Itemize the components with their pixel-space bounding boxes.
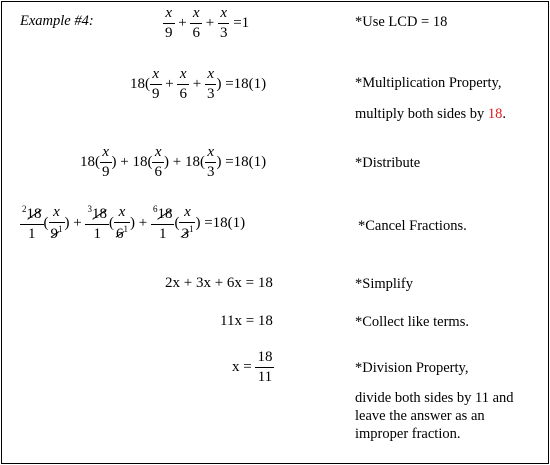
equation-collect: 11x = 18	[220, 313, 273, 329]
reduced-factor: 3	[87, 204, 92, 214]
denominator: 1	[93, 226, 101, 242]
multiplier: 18	[80, 153, 95, 170]
fraction-x-over-6	[190, 6, 202, 41]
cancelled-number: 18	[157, 206, 173, 222]
numerator: x	[177, 67, 189, 85]
paren: (	[147, 153, 153, 170]
denominator: 9	[152, 86, 160, 102]
equation-multiply	[130, 67, 266, 102]
paren: (	[174, 214, 180, 231]
denominator	[179, 223, 195, 242]
plus-sign: +	[120, 153, 129, 170]
reduced-factor: 1	[123, 224, 128, 234]
denominator: 6	[154, 164, 162, 180]
note-collect-like-terms: *Collect like terms.	[355, 314, 469, 330]
fraction-x-over-9	[100, 145, 112, 180]
numerator: x	[150, 67, 162, 85]
note-division-property: *Division Property,	[355, 360, 469, 376]
paren: (	[108, 214, 114, 231]
numerator: x	[205, 145, 217, 163]
multiplier: 18	[184, 153, 200, 170]
fraction-x-over-3	[205, 67, 217, 102]
note-multiplication-property: *Multiplication Property,	[355, 75, 502, 91]
denominator: 9	[165, 25, 173, 41]
paren: )	[163, 153, 169, 170]
denominator: 1	[158, 226, 167, 242]
numerator: x	[49, 205, 65, 223]
numerator: x	[152, 145, 164, 163]
note-distribute: *Distribute	[355, 155, 421, 171]
note-simplify: *Simplify	[355, 276, 414, 292]
reduced-factor: 6	[152, 204, 158, 214]
fraction-18-over-1	[151, 205, 175, 242]
fraction-x-over-3	[205, 145, 217, 180]
rhs-value: 1	[241, 14, 250, 31]
equation-distribute	[80, 145, 266, 180]
numerator: x	[218, 6, 230, 24]
note-text: .	[502, 106, 507, 122]
denominator: 3	[219, 25, 228, 41]
example-label: Example #4:	[20, 13, 94, 29]
equals-sign: =	[225, 153, 234, 170]
denominator: 3	[206, 164, 215, 180]
multiplier: 18	[130, 75, 145, 92]
note-leave-answer: leave the answer as an	[355, 408, 485, 424]
reduced-factor: 2	[22, 204, 27, 214]
equation-simplify: 2x + 3x + 6x = 18	[165, 275, 273, 291]
equation-cancel	[20, 205, 245, 242]
denominator: 1	[28, 226, 36, 242]
fraction-x-over-3	[218, 6, 230, 41]
numerator: x	[179, 205, 195, 223]
plus-sign: +	[138, 214, 148, 231]
lhs-variable: x =	[232, 358, 252, 375]
equals-sign: =	[225, 75, 234, 92]
multiplier: 18	[132, 153, 148, 170]
numerator	[151, 205, 175, 225]
fraction-x-over-6	[114, 205, 130, 242]
fraction-x-over-9	[150, 67, 162, 102]
denominator: 9	[102, 164, 110, 180]
cancelled-number: 3	[181, 226, 189, 242]
plus-sign: +	[205, 14, 215, 31]
rhs-value: 18(1)	[233, 153, 267, 170]
numerator: x	[163, 6, 175, 24]
fraction-x-over-9	[49, 205, 65, 242]
numerator: x	[114, 205, 130, 223]
plus-sign: +	[172, 153, 182, 170]
note-multiply-both-sides	[355, 106, 506, 123]
denominator: 6	[192, 25, 200, 41]
plus-sign: +	[192, 75, 202, 92]
note-divide-both-sides: divide both sides by 11 and	[355, 390, 514, 406]
equals-sign: =	[204, 214, 213, 231]
note-cancel-fractions: *Cancel Fractions.	[358, 218, 467, 234]
reduced-factor: 1	[58, 224, 63, 234]
fraction-18-over-11	[255, 350, 274, 385]
paren: )	[129, 214, 135, 231]
plus-sign: +	[165, 75, 174, 92]
cancelled-number: 9	[50, 226, 58, 242]
numerator: x	[100, 145, 112, 163]
paren: (	[43, 214, 49, 231]
equation-original	[163, 6, 249, 41]
note-use-lcd: *Use LCD = 18	[355, 14, 448, 30]
paren: )	[111, 153, 117, 170]
paren: )	[216, 75, 222, 92]
numerator: x	[190, 6, 202, 24]
rhs-value: 18(1)	[212, 214, 246, 231]
note-text: multiply both sides by	[355, 106, 488, 122]
numerator: x	[205, 67, 217, 85]
fraction-18-over-1	[20, 205, 44, 242]
fraction-18-over-1	[85, 205, 109, 242]
plus-sign: +	[178, 14, 187, 31]
numerator	[85, 205, 109, 225]
highlight-number: 18	[487, 106, 503, 122]
reduced-factor: 1	[188, 224, 194, 234]
paren: (	[95, 153, 100, 170]
note-improper-fraction: improper fraction.	[355, 426, 461, 442]
paren: (	[145, 75, 150, 92]
paren: )	[195, 214, 201, 231]
denominator	[114, 223, 130, 242]
paren: (	[199, 153, 205, 170]
denominator: 11	[257, 369, 273, 385]
plus-sign: +	[73, 214, 82, 231]
fraction-x-over-6	[177, 67, 189, 102]
equals-sign: =	[233, 14, 242, 31]
fraction-x-over-9	[163, 6, 175, 41]
denominator: 6	[179, 86, 187, 102]
cancelled-number: 18	[26, 206, 42, 222]
cancelled-number: 6	[115, 226, 124, 242]
equation-solution	[232, 350, 274, 385]
paren: )	[216, 153, 222, 170]
numerator: 18	[255, 350, 274, 368]
denominator: 3	[206, 86, 215, 102]
fraction-x-over-3	[179, 205, 195, 242]
cancelled-number: 18	[91, 206, 107, 222]
paren: )	[64, 214, 70, 231]
fraction-x-over-6	[152, 145, 164, 180]
numerator	[20, 205, 44, 225]
denominator	[49, 223, 65, 242]
rhs-value: 18(1)	[233, 75, 267, 92]
